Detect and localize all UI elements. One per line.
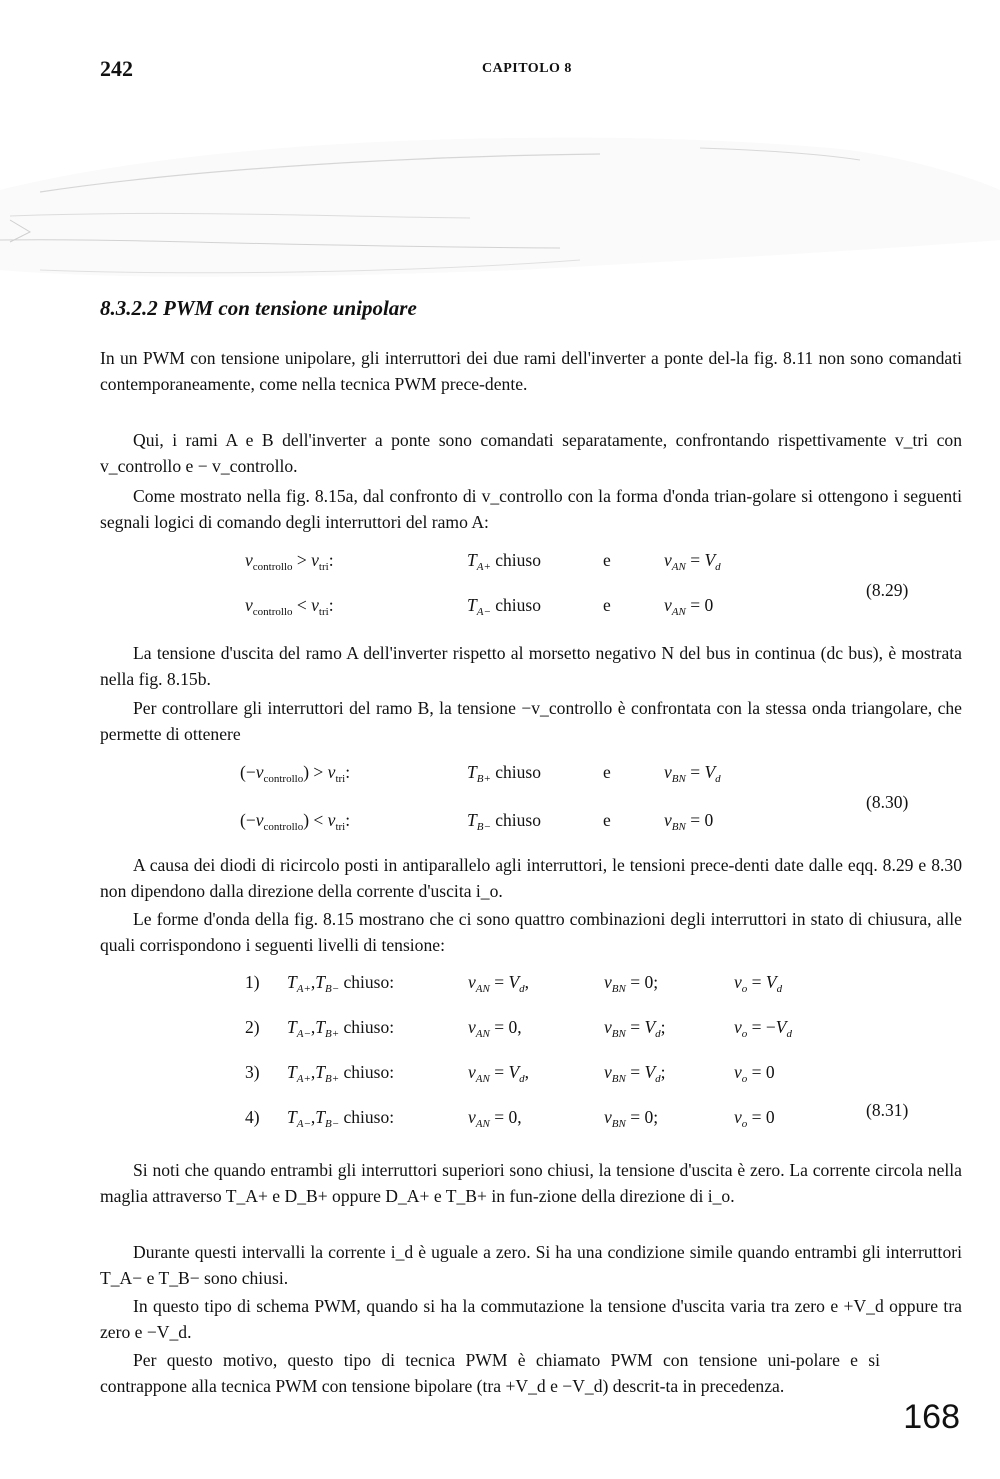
case-3-switches: $T_{A+},T_{B+}$ chiuso: <box>287 1062 395 1085</box>
case-3-van: $v_{AN} = V_d$, <box>468 1062 530 1085</box>
case-3-vo: $v_o = 0$ <box>734 1062 775 1085</box>
running-head: CAPITOLO 8 <box>482 61 572 76</box>
case-4-vbn: $v_{BN} = 0$; <box>604 1107 659 1130</box>
paragraph-2: Qui, i rami A e B dell'inverter a ponte sono comandati separatamente, confrontando rispettivamente v_tri con v_controllo e − v_controllo. <box>100 430 962 476</box>
equation-number-8-30: (8.30) <box>866 792 909 812</box>
case-1-vbn: $v_{BN} = 0$; <box>604 972 659 995</box>
eq-8-30-line-2-switch: $T_{B-}$ chiuso <box>467 810 541 833</box>
paragraph-8: Si noti che quando entrambi gli interruttori superiori sono chiusi, la tensione d'uscita è zero. La corrente circola nella maglia attraverso T_A+ e D_B+ oppure D_A+ e T_B+ in fun-zione della direzione di i_o. <box>100 1160 962 1206</box>
eq-8-30-line-2-result: $v_{BN} = 0$ <box>664 810 714 833</box>
case-2-index: 2) <box>245 1017 260 1037</box>
eq-8-30-line-2: $(-v_{controllo}) < v_{tri}$: <box>240 810 351 833</box>
case-1-switches: $T_{A+},T_{B-}$ chiuso: <box>287 972 395 995</box>
paragraph-7: Le forme d'onda della fig. 8.15 mostrano che ci sono quattro combinazioni degli interruttori in stato di chiusura, alle quali corrispondono i seguenti livelli di tensione: <box>100 909 962 955</box>
case-1-van: $v_{AN} = V_d$, <box>468 972 530 995</box>
erased-region <box>0 120 1000 290</box>
paragraph-6: A causa dei diodi di ricircolo posti in antiparallelo agli interruttori, le tensioni prece-denti date dalle eqq. 8.29 e 8.30 non dipendono dalla direzione della corrente d'uscita i_o. <box>100 855 962 901</box>
paragraph-4: La tensione d'uscita del ramo A dell'inverter rispetto al morsetto negativo N del bus in continua (dc bus), è mostrata nella fig. 8.15b. <box>100 643 962 689</box>
eq-8-30-line-2-and: e <box>603 810 611 830</box>
equation-number-8-31: (8.31) <box>866 1100 909 1120</box>
case-4-vo: $v_o = 0$ <box>734 1107 775 1130</box>
section-title: 8.3.2.2 PWM con tensione unipolare <box>100 296 417 320</box>
case-3-index: 3) <box>245 1062 260 1082</box>
page-counter: 168 <box>903 1398 960 1436</box>
eq-8-30-line-1-switch: $T_{B+}$ chiuso <box>467 762 541 785</box>
paragraph-3: Come mostrato nella fig. 8.15a, dal confronto di v_controllo con la forma d'onda trian-golare si ottengono i seguenti segnali logici di comando degli interruttori del ramo A: <box>100 486 962 532</box>
eq-8-30-line-1-and: e <box>603 762 611 782</box>
eq-8-29-line-1-result: $v_{AN} = V_d$ <box>664 550 721 573</box>
paragraph-10: In questo tipo di schema PWM, quando si ha la commutazione la tensione d'uscita varia tra zero e +V_d oppure tra zero e −V_d. <box>100 1296 962 1342</box>
case-4-switches: $T_{A-},T_{B-}$ chiuso: <box>287 1107 395 1130</box>
case-2-van: $v_{AN} = 0$, <box>468 1017 522 1040</box>
page-number: 242 <box>100 56 133 81</box>
eq-8-30-line-1-result: $v_{BN} = V_d$ <box>664 762 721 785</box>
eq-8-29-line-2-result: $v_{AN} = 0$ <box>664 595 714 618</box>
case-2-vbn: $v_{BN} = V_d$; <box>604 1017 666 1040</box>
paragraph-1: In un PWM con tensione unipolare, gli interruttori dei due rami dell'inverter a ponte del-la fig. 8.11 non sono comandati contemporaneamente, come nella tecnica PWM prece-dente. <box>100 348 962 394</box>
eq-8-29-line-1-switch: $T_{A+}$ chiuso <box>467 550 541 573</box>
eq-8-29-line-1: $v_{controllo} > v_{tri}$: <box>245 550 334 573</box>
case-4-index: 4) <box>245 1107 260 1127</box>
equation-number-8-29: (8.29) <box>866 580 909 600</box>
paragraph-11: Per questo motivo, questo tipo di tecnica PWM è chiamato PWM con tensione uni-polare e si contrappone alla tecnica PWM con tensione bipolare (tra +V_d e −V_d) descrit-ta in precedenza. <box>100 1350 880 1396</box>
eq-8-30-line-1: $(-v_{controllo}) > v_{tri}$: <box>240 762 351 785</box>
paragraph-5: Per controllare gli interruttori del ramo B, la tensione −v_controllo è confrontata con la stessa onda triangolare, che permette di ottenere <box>100 698 962 744</box>
paragraph-9: Durante questi intervalli la corrente i_d è uguale a zero. Si ha una condizione simile quando entrambi gli interruttori T_A− e T_B− sono chiusi. <box>100 1242 962 1288</box>
eq-8-29-line-2-and: e <box>603 595 611 615</box>
case-2-vo: $v_o = -V_d$ <box>734 1017 792 1040</box>
case-4-van: $v_{AN} = 0$, <box>468 1107 522 1130</box>
case-1-vo: $v_o = V_d$ <box>734 972 783 995</box>
case-2-switches: $T_{A-},T_{B+}$ chiuso: <box>287 1017 395 1040</box>
eq-8-29-line-1-and: e <box>603 550 611 570</box>
eq-8-29-line-2-switch: $T_{A-}$ chiuso <box>467 595 541 618</box>
eq-8-29-line-2: $v_{controllo} < v_{tri}$: <box>245 595 334 618</box>
case-3-vbn: $v_{BN} = V_d$; <box>604 1062 666 1085</box>
case-1-index: 1) <box>245 972 260 992</box>
